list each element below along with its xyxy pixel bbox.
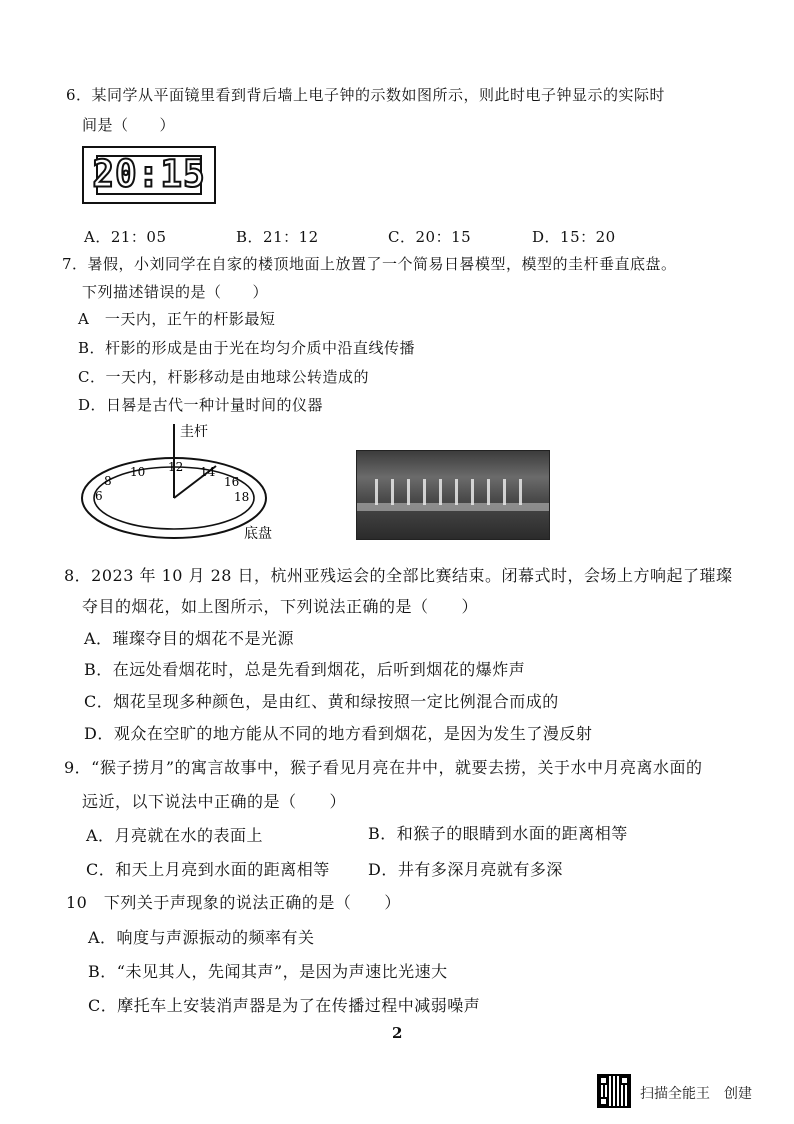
q7-option-d: D．日晷是古代一种计量时间的仪器 [78,396,324,414]
hour-mark-18: 18 [234,490,250,504]
page-number: 2 [392,1024,403,1042]
q9-option-c: C．和天上月亮到水面的距离相等 [86,860,330,879]
hour-mark-6: 6 [95,489,103,503]
q10-option-b: B．“未见其人，先闻其声”，是因为声速比光速大 [88,962,448,981]
q6-stem-line1: 6．某同学从平面镜里看到背后墙上电子钟的示数如图所示，则此时电子钟显示的实际时 [66,86,666,104]
hour-mark-12: 12 [168,460,184,474]
hour-mark-16: 16 [224,475,240,489]
q8-option-c: C．烟花呈现多种颜色，是由红、黄和绿按照一定比例混合而成的 [84,692,559,711]
clock-digits: 20:15 [92,152,206,196]
qr-code-icon [597,1074,631,1108]
q8-option-a: A．璀璨夺目的烟花不是光源 [84,629,295,648]
q7-stem-line1: 7．暑假，小刘同学在自家的楼顶地面上放置了一个简易日晷模型，模型的圭杆垂直底盘。 [62,255,677,273]
gnomon-label: 圭杆 [180,424,208,440]
q10-option-c: C．摩托车上安装消声器是为了在传播过程中减弱噪声 [88,996,481,1015]
q8-stem-line2: 夺目的烟花，如上图所示，下列说法正确的是（ ） [82,597,479,616]
q9-stem-line1: 9．“猴子捞月”的寓言故事中，猴子看见月亮在井中，就要去捞，关于水中月亮离水面的 [64,758,703,777]
base-label: 底盘 [244,526,272,542]
q6-option-d: D．15：20 [532,228,616,246]
q7-option-a: A 一天内，正午的杆影最短 [78,310,276,328]
q6-option-c: C．20：15 [388,228,472,246]
q9-option-b: B．和猴子的眼睛到水面的距离相等 [368,824,628,843]
clock-display-frame [92,152,206,196]
fireworks-photo [356,450,550,540]
q9-option-d: D．井有多深月亮就有多深 [368,860,563,879]
q8-stem-line1: 8．2023 年 10 月 28 日，杭州亚残运会的全部比赛结束。闭幕式时，会场上方响起了璀璨 [64,566,733,585]
hour-mark-8: 8 [104,474,112,488]
q6-option-a: A．21：05 [84,228,167,246]
q9-option-a: A．月亮就在水的表面上 [86,826,264,845]
q10-stem: 10 下列关于声现象的说法正确的是（ ） [66,893,401,912]
q7-option-c: C．一天内，杆影移动是由地球公转造成的 [78,368,369,386]
q8-option-b: B．在远处看烟花时，总是先看到烟花，后听到烟花的爆炸声 [84,660,526,679]
hour-mark-10: 10 [130,465,146,479]
sundial-figure [76,420,276,550]
q7-stem-line2: 下列描述错误的是（ ） [82,283,269,301]
q6-option-b: B．21：12 [236,228,319,246]
q7-option-b: B．杆影的形成是由于光在均匀介质中沿直线传播 [78,339,416,357]
q10-option-a: A．响度与声源振动的频率有关 [88,928,315,947]
digital-clock-figure [82,146,216,204]
hour-mark-14: 14 [200,465,216,479]
q9-stem-line2: 远近，以下说法中正确的是（ ） [82,792,347,811]
scanner-watermark: 扫描全能王 创建 [640,1086,752,1102]
q6-stem-line2: 间是（ ） [82,116,176,134]
q8-option-d: D．观众在空旷的地方能从不同的地方看到烟花，是因为发生了漫反射 [84,724,593,743]
